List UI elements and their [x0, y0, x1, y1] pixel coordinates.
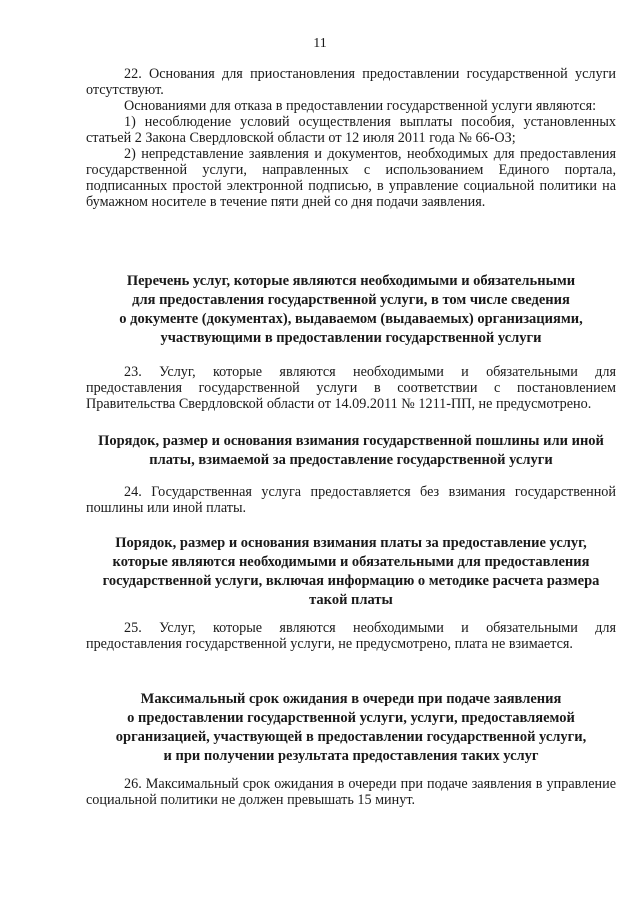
- section-24: [86, 484, 616, 516]
- paragraph-24: 24. Государственная услуга предоставляется без взимания государственной пошлины или иной платы.: [86, 484, 616, 516]
- heading-line: Максимальный срок ожидания в очереди при подаче заявления: [140, 691, 562, 707]
- heading-line: о предоставлении государственной услуги, услуги, предоставляемой: [127, 710, 575, 726]
- section-23: [86, 364, 616, 412]
- paragraph-26: 26. Максимальный срок ожидания в очереди при подаче заявления в управление социальной политики не должен превышать 15 минут.: [86, 776, 616, 808]
- heading-line: организацией, участвующей в предоставлении государственной услуги,: [115, 729, 587, 745]
- section-26: [86, 776, 616, 808]
- paragraph-22: 22. Основания для приостановления предоставлении государственной услуги отсутствуют.: [86, 66, 616, 98]
- heading-line: Порядок, размер и основания взимания государственной пошлины или иной: [98, 433, 604, 449]
- heading-line: и при получении результата предоставления таких услуг: [163, 748, 539, 764]
- heading-line: государственной услуги, включая информацию о методике расчета размера: [102, 573, 600, 589]
- paragraph-25: 25. Услуг, которые являются необходимыми и обязательными для предоставления государственной услуги, не предусмотрено, плата не взимается.: [86, 620, 616, 652]
- heading-line: для предоставления государственной услуги, в том числе сведения: [132, 292, 570, 308]
- refusal-grounds-intro: Основаниями для отказа в предоставлении государственной услуги являются:: [124, 98, 597, 114]
- heading-line: платы, взимаемой за предоставление государственной услуги: [149, 452, 553, 468]
- heading-line: такой платы: [309, 592, 393, 608]
- heading-line: Перечень услуг, которые являются необходимыми и обязательными: [126, 273, 576, 289]
- heading-state-fee: [86, 432, 616, 470]
- heading-required-services: [86, 272, 616, 348]
- heading-line: Порядок, размер и основания взимания платы за предоставление услуг,: [115, 535, 587, 551]
- refusal-ground-1: 1) несоблюдение условий осуществления выплаты пособия, установленных статьей 2 Закона Свердловской области от 12 июля 2011 года № 66-ОЗ;: [86, 114, 616, 146]
- heading-line: участвующими в предоставлении государственной услуги: [160, 330, 542, 346]
- refusal-ground-2: 2) непредставление заявления и документов, необходимых для предоставления государственной услуги, направленных с использованием Единого портала, подписанных простой электронной подписью, в управление социальной политики на бумажном носителе в течение пяти дней со дня подачи заявления.: [86, 146, 616, 210]
- heading-line: о документе (документах), выдаваемом (выдаваемых) организациями,: [119, 311, 583, 327]
- section-25: [86, 620, 616, 652]
- paragraph-23: 23. Услуг, которые являются необходимыми и обязательными для предоставления государственной услуги в соответствии с постановлением Правительства Свердловской области от 14.09.2011 № 1211-ПП, не предусмотрено.: [86, 364, 616, 412]
- section-22: [86, 66, 616, 210]
- heading-queue-time: [86, 690, 616, 766]
- heading-line: которые являются необходимыми и обязательными для предоставления: [112, 554, 590, 570]
- page-number: 11: [313, 36, 327, 51]
- heading-fee-for-services: [86, 534, 616, 610]
